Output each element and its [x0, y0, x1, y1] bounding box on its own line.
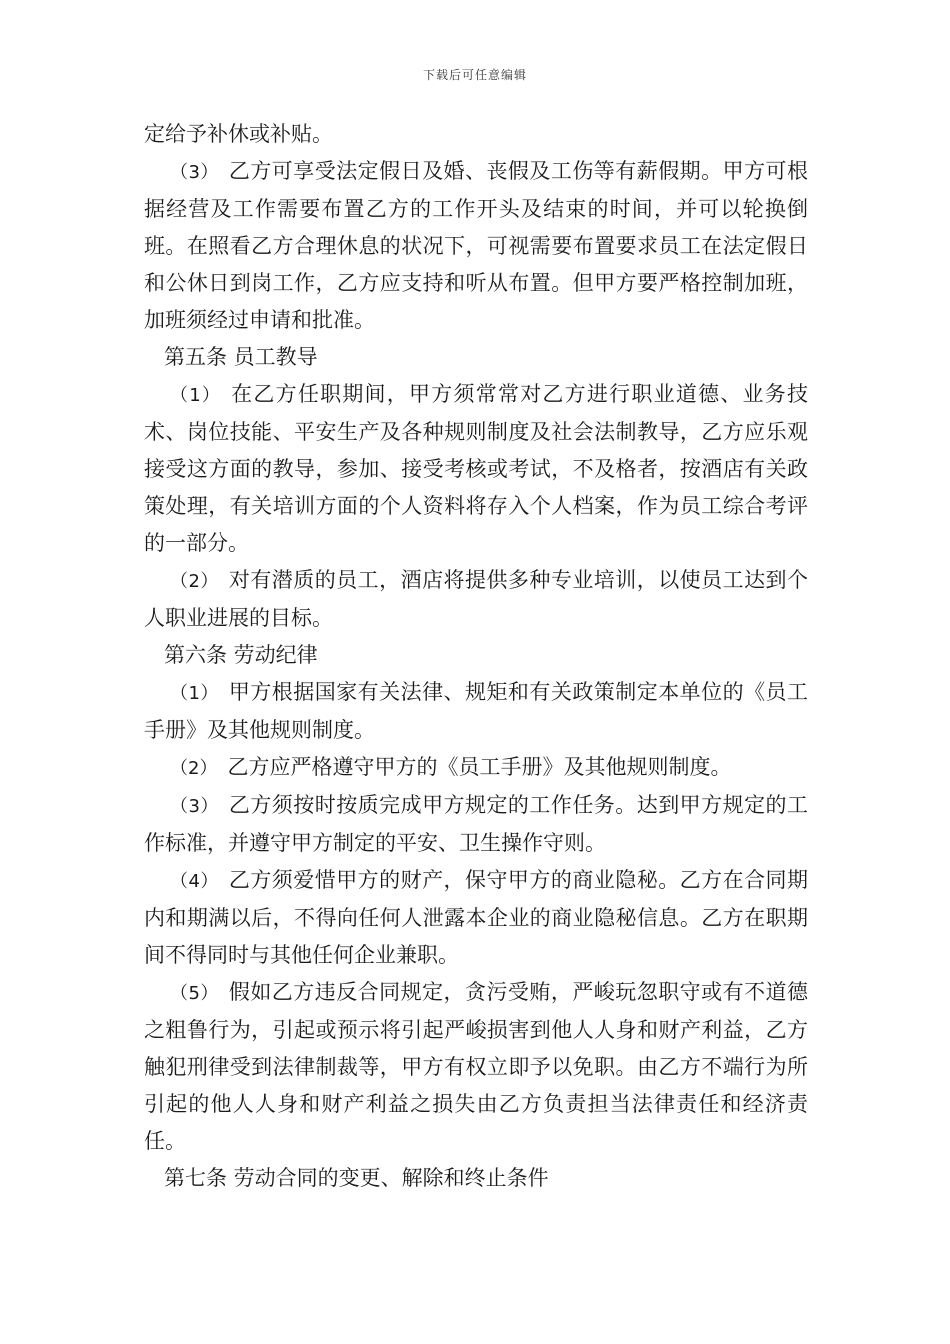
clause-item — [144, 562, 808, 637]
clause-item — [144, 974, 808, 1160]
clause-text: 乙方可享受法定假日及婚、丧假及工伤等有薪假期。甲方可根据经营及工作需要布置乙方的工作开头及结束的时间，并可以轮换倒班。在照看乙方合理休息的状况下，可视需要布置要求员工在法定假日和公休日到岗工作，乙方应支持和听从布置。但甲方要严格控制加班，加班须经过申请和批准。 — [144, 159, 809, 332]
clause-number: （1） — [170, 385, 222, 406]
clause-text: 在乙方任职期间，甲方须常常对乙方进行职业道德、业务技术、岗位技能、平安生产及各种规则制度及社会法制教导，乙方应乐观接受这方面的教导，参加、接受考核或考试，不及格者，按酒店有关政策处理，有关培训方面的个人资料将存入个人档案，作为员工综合考评的一部分。 — [144, 382, 808, 555]
clause-text: 乙方应严格遵守甲方的《员工手册》及其他规则制度。 — [227, 755, 732, 779]
clause-number: （4） — [170, 871, 219, 892]
clause-number: （3） — [170, 796, 219, 817]
clause-text: 假如乙方违反合同规定，贪污受贿，严峻玩忽职守或有不道德之粗鲁行为，引起或预示将引起严峻损害到他人人身和财产利益，乙方触犯刑律受到法律制裁等，甲方有权立即予以免职。由乙方不端行为所引起的他人人身和财产利益之损失由乙方负责担当法律责任和经济责任。 — [144, 980, 809, 1153]
clause-item — [144, 862, 808, 974]
clause-number: （1） — [170, 683, 219, 704]
clause-text: 乙方须爱惜甲方的财产，保守甲方的商业隐秘。乙方在合同期内和期满以后，不得向任何人泄露本企业的商业隐秘信息。乙方在职期间不得同时与其他任何企业兼职。 — [144, 868, 809, 967]
clause-text: 乙方须按时按质完成甲方规定的工作任务。达到甲方规定的工作标准，并遵守甲方制定的平安、卫生操作守则。 — [144, 793, 809, 855]
clause-number: （3） — [170, 162, 219, 183]
clause-item — [144, 376, 808, 562]
clause-number: （2） — [170, 758, 218, 779]
clause-number: （5） — [170, 983, 219, 1004]
clause-text: 对有潜质的员工，酒店将提供多种专业培训，以使员工达到个人职业进展的目标。 — [144, 568, 809, 630]
article-heading: 第六条 劳动纪律 — [164, 643, 318, 667]
paragraph-text: 定给予补休或补贴。 — [144, 122, 333, 146]
clause-item — [144, 787, 808, 862]
document-body — [144, 116, 808, 1197]
clause-item — [144, 674, 808, 749]
clause-item — [144, 153, 808, 339]
clause-item — [144, 749, 808, 787]
clause-text: 甲方根据国家有关法律、规矩和有关政策制定本单位的《员工手册》及其他规则制度。 — [144, 680, 809, 742]
paragraph-continuation — [144, 116, 808, 153]
clause-number: （2） — [170, 571, 219, 592]
article-heading: 第七条 劳动合同的变更、解除和终止条件 — [164, 1166, 549, 1190]
page-header: 下载后可任意编辑 — [422, 68, 527, 82]
article-heading: 第五条 员工教导 — [164, 345, 318, 369]
